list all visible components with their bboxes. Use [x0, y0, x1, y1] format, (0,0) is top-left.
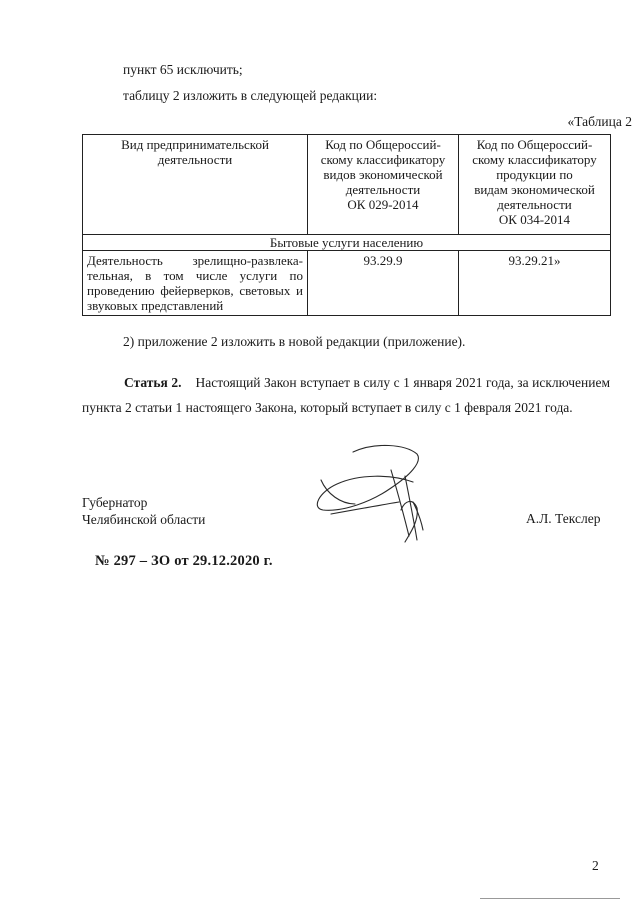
- law-number: № 297 – ЗО от 29.12.2020 г.: [95, 553, 273, 569]
- cell-okved: 93.29.9: [308, 251, 459, 316]
- signature-image: [305, 440, 440, 550]
- footer-rule: [480, 898, 620, 899]
- activity-table: [82, 134, 611, 316]
- article-2: [82, 370, 610, 420]
- page-number: 2: [592, 858, 599, 873]
- table-section-row: [83, 235, 611, 251]
- article-label: Статья 2.: [124, 375, 182, 390]
- header-okved: Код по Общероссий- скому классификатору видов экономической деятельности ОК 029-2014: [308, 135, 459, 235]
- table-caption: «Таблица 2: [567, 114, 632, 129]
- signatory-name: А.Л. Текслер: [526, 511, 601, 526]
- header-activity: Вид предпринимательской деятельности: [83, 135, 308, 235]
- governor-title: Губернатор: [82, 495, 148, 510]
- item-2: 2) приложение 2 изложить в новой редакции (приложение).: [123, 334, 466, 349]
- table-header-row: [83, 135, 611, 235]
- governor-region: Челябинской области: [82, 512, 206, 527]
- header-okpd: Код по Общероссий- скому классификатору продукции по видам экономической деятельности ОК 034-2014: [459, 135, 611, 235]
- cell-okpd: 93.29.21»: [459, 251, 611, 316]
- intro-line-2: таблицу 2 изложить в следующей редакции:: [123, 88, 378, 103]
- section-title: Бытовые услуги населению: [83, 235, 611, 251]
- table-row: [83, 251, 611, 316]
- intro-line-1: пункт 65 исключить;: [123, 62, 243, 77]
- cell-activity: Деятельность зрелищно-развлека-тельная, в том числе услуги по проведению фейерверков, световых и звуковых представлений: [83, 251, 308, 316]
- article-text: Настоящий Закон вступает в силу с 1 января 2021 года, за исключением пункта 2 статьи 1 настоящего Закона, который вступает в силу с 1 февраля 2021 года.: [82, 375, 610, 415]
